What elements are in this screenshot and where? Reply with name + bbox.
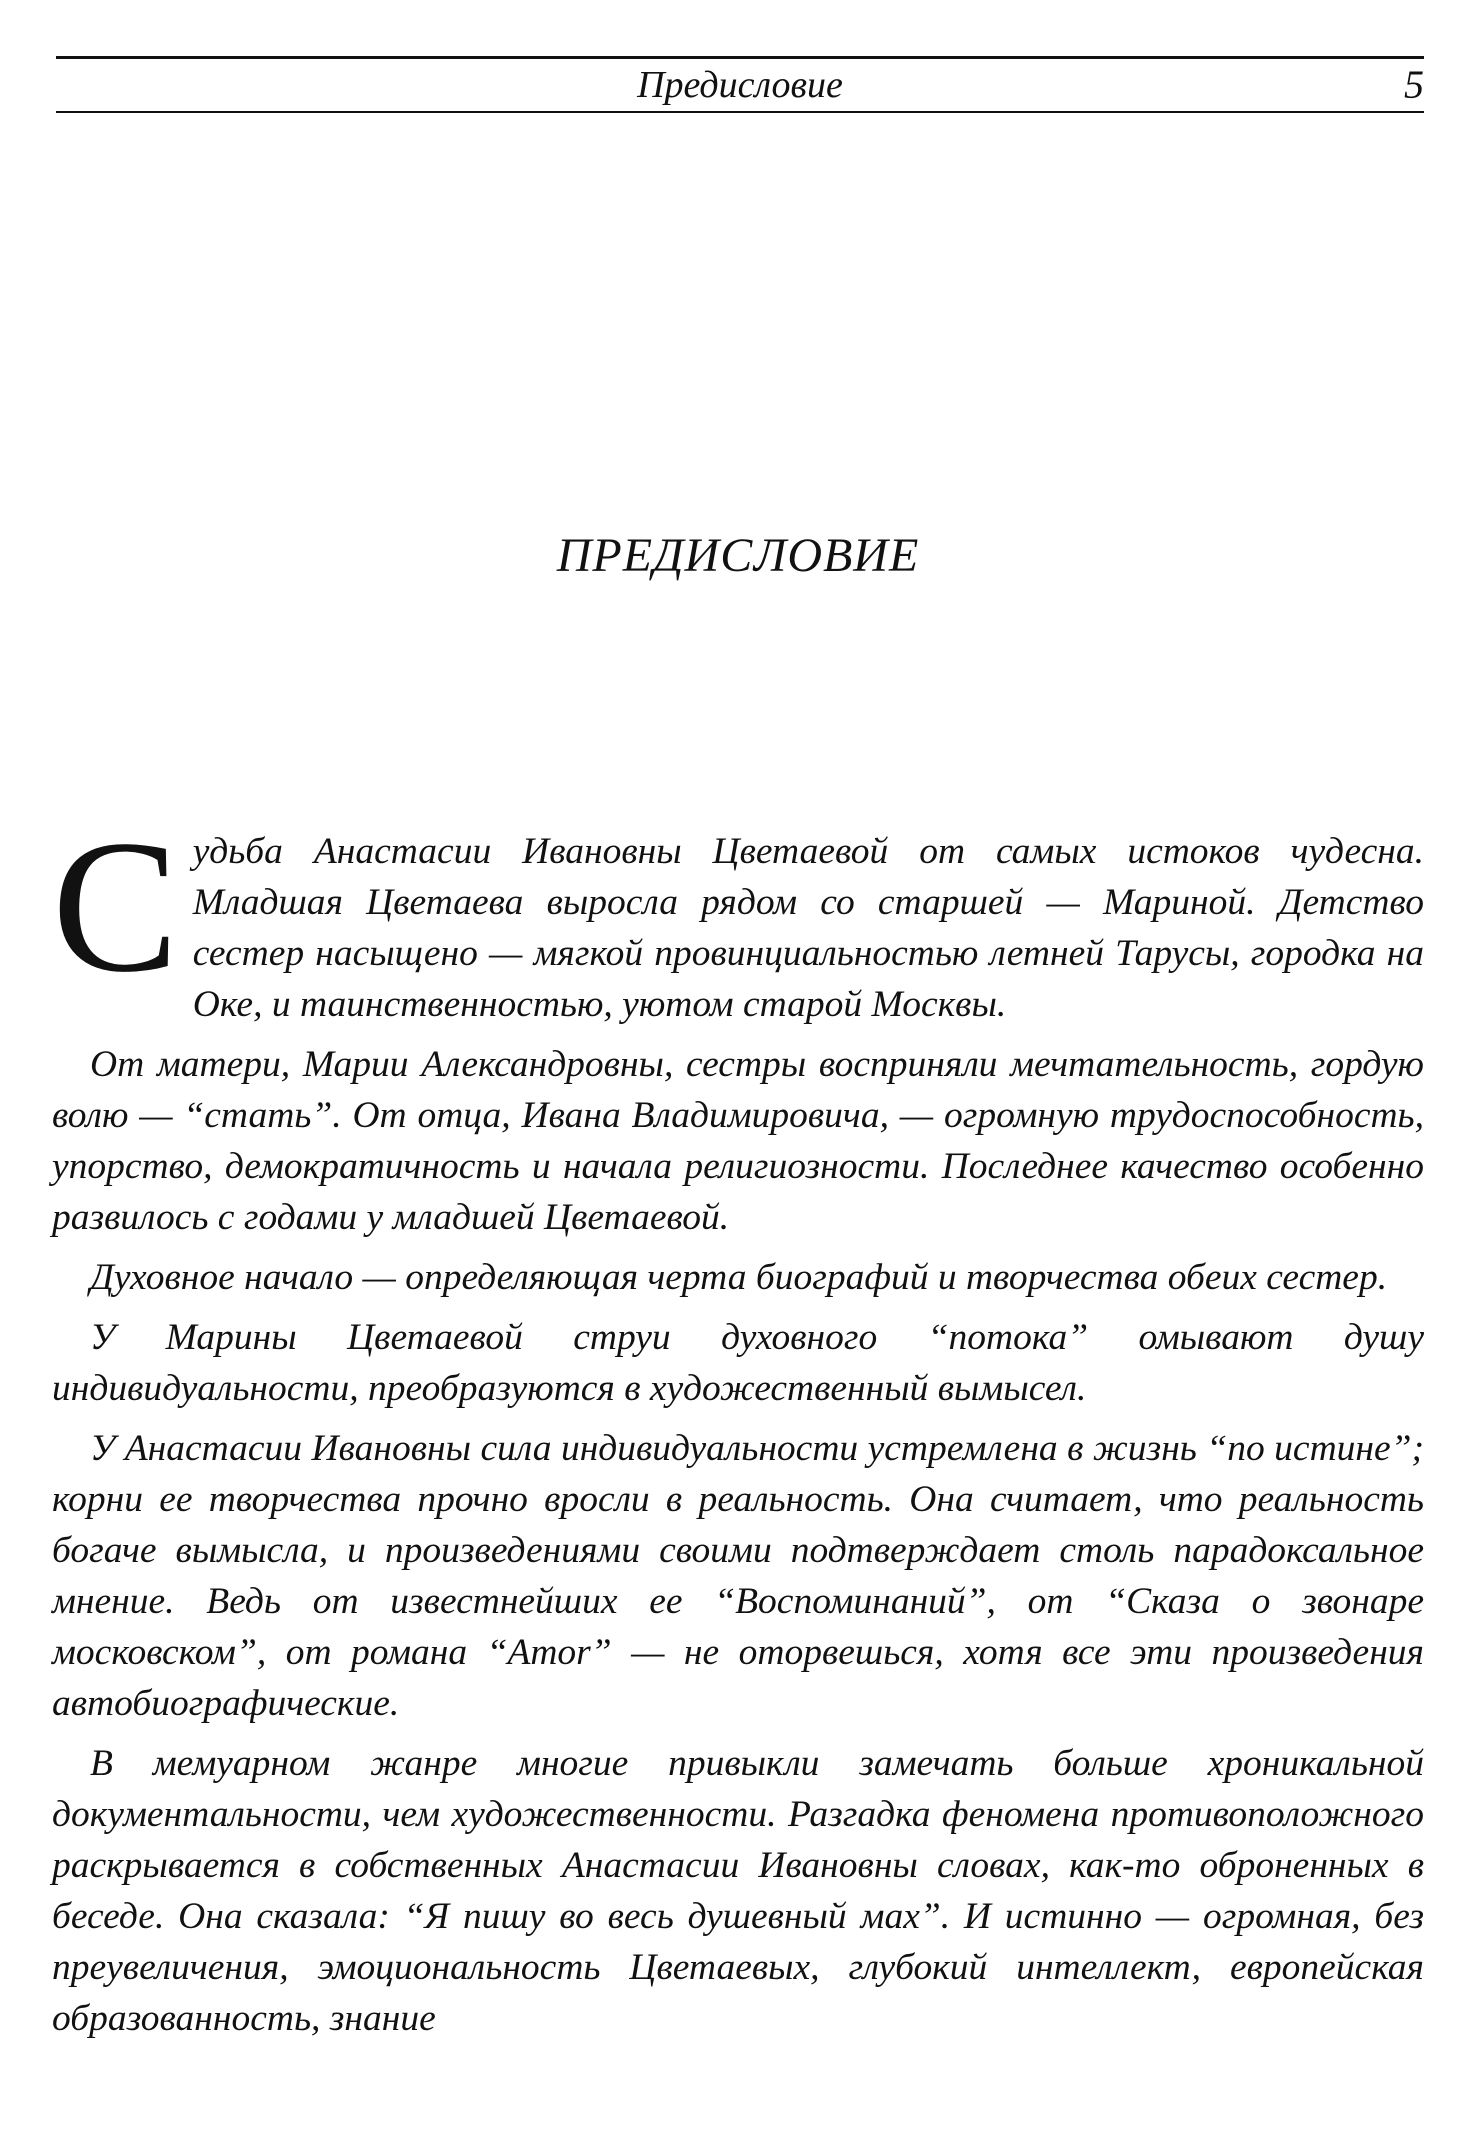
- paragraph-5: У Анастасии Ивановны сила индивидуальности устремлена в жизнь “по истине”; корни ее творчества прочно вросли в реальность. Она считает, что реальность богаче вымысла, и произведениями своими подтверждает столь парадоксальное мнение. Ведь от известнейших ее “Воспоминаний”, от “Сказа о звонаре московском”, от романа “Amor” — не оторвешься, хотя все эти произведения автобиографические.: [52, 1428, 1424, 1724]
- paragraph-1: [52, 802, 1424, 1030]
- paragraph-2: От матери, Марии Александровны, сестры восприняли мечтательность, гордую волю — “стать”. От отца, Ивана Владимировича, — огромную трудоспособность, упорство, демократичность и начала религиозности. Последнее качество особенно развилось с годами у младшей Цветаевой.: [52, 1044, 1424, 1238]
- body-text: [52, 802, 1424, 2053]
- running-header: [56, 56, 1424, 113]
- paragraph-4: У Марины Цветаевой струи духовного “потока” омывают душу индивидуальности, преобразуются в художественный вымысел.: [52, 1317, 1424, 1409]
- chapter-title: ПРЕДИСЛОВИЕ: [556, 529, 920, 582]
- paragraph-3: Духовное начало — определяющая черта биографий и творчества обеих сестер.: [90, 1257, 1388, 1298]
- page-number: 5: [1404, 62, 1424, 107]
- paragraph-6: В мемуарном жанре многие привыкли замечать больше хроникальной документальности, чем художественности. Разгадка феномена противоположного раскрывается в собственных Анастасии Ивановны словах, как-то оброненных в беседе. Она сказала: “Я пишу во весь душевный мах”. И истинно — огромная, без преувеличения, эмоциональность Цветаевых, глубокий интеллект, европейская образованность, знание: [52, 1743, 1424, 2039]
- running-title: Предисловие: [637, 64, 843, 106]
- drop-cap: С: [52, 802, 179, 1012]
- paragraph-1-text: удьба Анастасии Ивановны Цветаевой от самых истоков чудесна. Младшая Цветаева выросла рядом со старшей — Мариной. Детство сестер насыщено — мягкой провинциальностью летней Тарусы, городка на Оке, и таинственностью, уютом старой Москвы.: [192, 831, 1424, 1025]
